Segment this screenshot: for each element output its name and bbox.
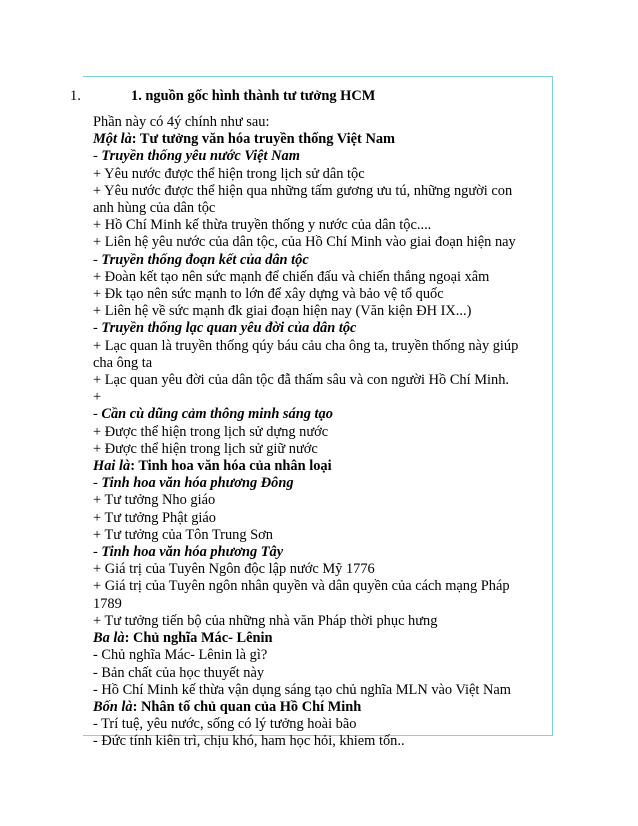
text-line — [93, 389, 545, 406]
text-line — [93, 131, 545, 148]
text-line — [93, 527, 545, 544]
text-line — [93, 320, 545, 337]
line-text: + Lạc quan là truyền thống qúy báu cảu cha ông ta, truyền thống này giúp — [93, 337, 519, 354]
text-line — [93, 114, 545, 131]
text-line — [93, 578, 545, 595]
text-line — [93, 183, 545, 200]
text-line — [93, 544, 545, 561]
line-emphasis: Hai là — [93, 458, 131, 475]
line-text: + Hồ Chí Minh kế thừa truyền thống y nước của dân tộc.... — [93, 217, 432, 234]
section-heading — [0, 86, 638, 106]
text-line — [93, 200, 545, 217]
line-emphasis: Ba là — [93, 630, 125, 647]
text-line — [93, 148, 545, 165]
text-line — [93, 682, 545, 699]
text-line — [93, 234, 545, 251]
text-line — [93, 441, 545, 458]
text-line — [93, 561, 545, 578]
text-line — [93, 424, 545, 441]
line-text: + Được thể hiện trong lịch sử dựng nước — [93, 423, 329, 440]
line-emphasis: Truyền thống yêu nước Việt Nam — [101, 148, 300, 165]
line-text: - Bản chất của học thuyết này — [93, 664, 265, 681]
line-text: + Tư tưởng của Tôn Trung Sơn — [93, 526, 273, 543]
line-text: + Liên hệ yêu nước của dân tộc, của Hồ Chí Minh vào giai đoạn hiện nay — [93, 234, 516, 251]
line-emphasis: : Tư tưởng văn hóa truyền thống Việt Nam — [131, 131, 396, 148]
line-text: + Giá trị của Tuyên ngôn nhân quyền và dân quyền của cách mạng Pháp — [93, 578, 510, 595]
text-line — [93, 647, 545, 664]
line-text: - — [93, 544, 102, 561]
line-text: + Liên hệ về sức mạnh đk giai đoạn hiện nay (Văn kiện ĐH IX...) — [93, 303, 472, 320]
line-text: + Được thể hiện trong lịch sử giữ nước — [93, 440, 318, 457]
line-text: - — [93, 475, 102, 492]
line-text: - — [93, 148, 102, 165]
line-text: + Yêu nước được thể hiện qua những tấm gương ưu tú, những người con — [93, 182, 513, 199]
list-number: 1. — [70, 88, 81, 104]
line-text: anh hùng của dân tộc — [93, 200, 216, 217]
text-line — [93, 217, 545, 234]
text-line — [93, 613, 545, 630]
line-text: + — [93, 389, 102, 406]
text-frame-right-border — [552, 76, 553, 736]
line-emphasis: Truyền thống đoạn kết của dân tộc — [101, 251, 309, 268]
text-line — [93, 252, 545, 269]
line-text: 1789 — [93, 595, 122, 612]
line-text: - Hồ Chí Minh kế thừa vận dụng sáng tạo chủ nghĩa MLN vào Việt Nam — [93, 681, 511, 698]
text-line — [93, 475, 545, 492]
line-text: + Giá trị của Tuyên Ngôn độc lập nước Mỹ 1776 — [93, 561, 375, 578]
line-text: cha ông ta — [93, 354, 153, 371]
line-text: - — [93, 251, 102, 268]
line-text: + Đk tạo nên sức mạnh to lớn để xây dựng và bảo vệ tổ quốc — [93, 286, 444, 303]
line-emphasis: Cần cù dũng cảm thông minh sáng tạo — [101, 406, 333, 423]
line-emphasis: Truyền thống lạc quan yêu đời của dân tộc — [101, 320, 357, 337]
line-emphasis: : Chủ nghĩa Mác- Lênin — [124, 630, 273, 647]
text-line — [93, 716, 545, 733]
text-line — [93, 458, 545, 475]
text-line — [93, 286, 545, 303]
text-line — [93, 338, 545, 355]
text-line — [93, 630, 545, 647]
text-line — [93, 665, 545, 682]
line-text: - — [93, 406, 102, 423]
line-text: + Yêu nước được thể hiện trong lịch sử dân tộc — [93, 165, 365, 182]
line-emphasis: : Tinh hoa văn hóa của nhân loại — [130, 458, 332, 475]
text-line — [93, 510, 545, 527]
line-text: + Tư tưởng Phật giáo — [93, 509, 216, 526]
text-line — [93, 492, 545, 509]
line-emphasis: Bốn là — [93, 698, 133, 715]
text-line — [93, 699, 545, 716]
line-text: Phần này có 4ý chính như sau: — [93, 114, 270, 130]
line-text: + Tư tưởng tiến bộ của những nhà văn Pháp thời phục hưng — [93, 612, 438, 629]
line-emphasis: : Nhân tố chủ quan của Hồ Chí Minh — [132, 698, 362, 715]
line-text: - — [93, 320, 102, 337]
text-line — [93, 166, 545, 183]
line-text: - Đức tính kiên trì, chịu khó, ham học hỏi, khiem tốn.. — [93, 733, 405, 750]
line-text: + Lạc quan yêu đời của dân tộc đẫ thấm sâu và con người Hồ Chí Minh. — [93, 372, 509, 389]
text-frame-top-border — [83, 76, 553, 77]
text-line — [93, 372, 545, 389]
line-text: - Trí tuệ, yêu nước, sống có lý tưởng hoài bão — [93, 716, 357, 733]
line-emphasis: Tinh hoa văn hóa phương Đông — [101, 475, 294, 492]
text-line — [93, 406, 545, 423]
section-title: 1. nguồn gốc hình thành tư tưởng HCM — [131, 88, 376, 104]
line-text: - Chủ nghĩa Mác- Lênin là gì? — [93, 647, 268, 664]
text-line — [93, 303, 545, 320]
line-emphasis: Một là — [93, 131, 132, 148]
line-emphasis: Tinh hoa văn hóa phương Tây — [101, 544, 284, 561]
text-line — [93, 269, 545, 286]
line-text: + Tư tưởng Nho giáo — [93, 492, 216, 509]
document-body — [93, 114, 545, 751]
text-line — [93, 733, 545, 750]
text-line — [93, 596, 545, 613]
text-line — [93, 355, 545, 372]
line-text: + Đoàn kết tạo nên sức mạnh để chiến đấu và chiến thắng ngoại xâm — [93, 268, 490, 285]
